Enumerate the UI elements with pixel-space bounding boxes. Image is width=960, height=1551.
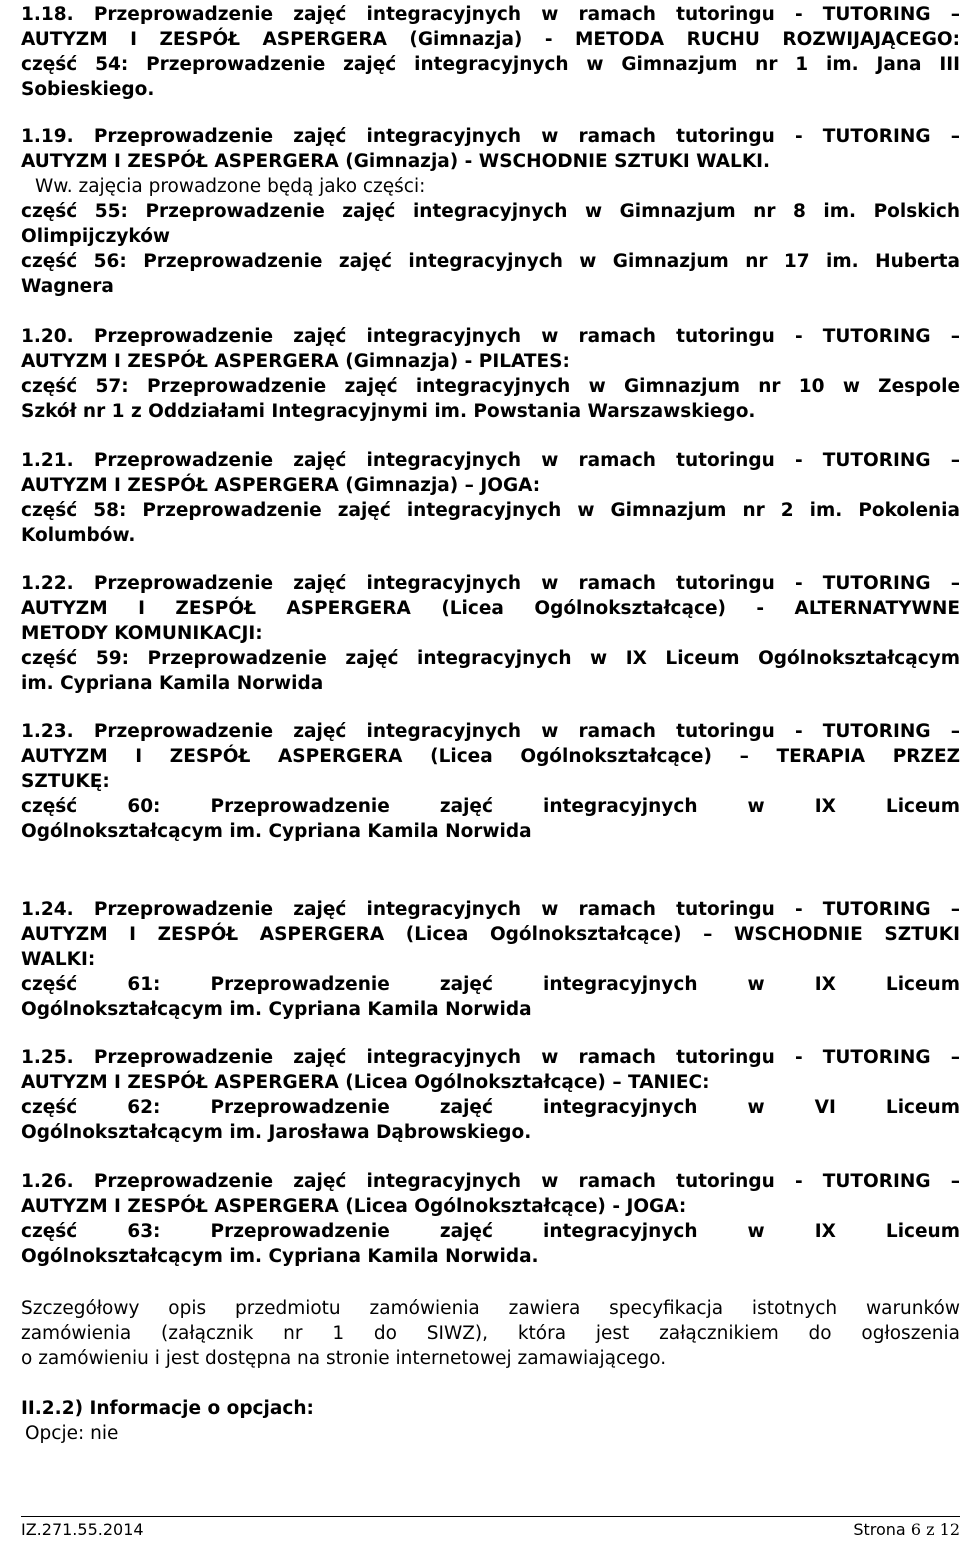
section-1-23 [21, 719, 960, 844]
text-line: część 59: Przeprowadzenie zajęć integracyjnych w IX Liceum Ogólnokształcącym [21, 648, 960, 669]
text-line: część 60: Przeprowadzenie zajęć integracyjnych w IX Liceum [21, 796, 960, 817]
page-total: 12 [939, 1520, 960, 1539]
text-line: 1.23. Przeprowadzenie zajęć integracyjnych w ramach tutoringu - TUTORING – [21, 721, 960, 742]
text-line: METODY KOMUNIKACJI: [21, 623, 263, 644]
text-line: Sobieskiego. [21, 79, 155, 100]
text-line: część 63: Przeprowadzenie zajęć integracyjnych w IX Liceum [21, 1221, 960, 1242]
text-line: 1.20. Przeprowadzenie zajęć integracyjnych w ramach tutoringu - TUTORING – [21, 326, 960, 347]
options-section [21, 1396, 960, 1446]
text-line: Ogólnokształcącym im. Cypriana Kamila Norwida. [21, 1246, 539, 1267]
text-line: Ogólnokształcącym im. Cypriana Kamila Norwida [21, 821, 532, 842]
text-line: Kolumbów. [21, 525, 136, 546]
text-line: o zamówieniu i jest dostępna na stronie internetowej zamawiającego. [21, 1348, 667, 1369]
text-line: AUTYZM I ZESPÓŁ ASPERGERA (Gimnazja) - METODA RUCHU ROZWIJAJĄCEGO: [21, 29, 960, 50]
section-1-19 [21, 124, 960, 299]
section-1-22 [21, 571, 960, 696]
text-line: AUTYZM I ZESPÓŁ ASPERGERA (Licea Ogólnokształcące) - JOGA: [21, 1196, 687, 1217]
footer-divider [21, 1516, 960, 1517]
text-line: część 57: Przeprowadzenie zajęć integracyjnych w Gimnazjum nr 10 w Zespole [21, 376, 960, 397]
text-line: im. Cypriana Kamila Norwida [21, 673, 324, 694]
text-line: Olimpijczyków [21, 226, 171, 247]
text-line: część 54: Przeprowadzenie zajęć integracyjnych w Gimnazjum nr 1 im. Jana III [21, 54, 960, 75]
options-heading: II.2.2) Informacje o opcjach: [21, 1398, 314, 1419]
text-line: część 56: Przeprowadzenie zajęć integracyjnych w Gimnazjum nr 17 im. Huberta [21, 251, 960, 272]
text-line: Ogólnokształcącym im. Jarosława Dąbrowskiego. [21, 1122, 532, 1143]
summary-paragraph [21, 1296, 960, 1371]
footer-page-number [853, 1520, 960, 1539]
text-line: AUTYZM I ZESPÓŁ ASPERGERA (Licea Ogólnokształcące) - ALTERNATYWNE [21, 598, 960, 619]
page-current: 6 [910, 1520, 922, 1539]
text-line: 1.21. Przeprowadzenie zajęć integracyjnych w ramach tutoringu - TUTORING – [21, 450, 960, 471]
text-line: 1.26. Przeprowadzenie zajęć integracyjnych w ramach tutoringu - TUTORING – [21, 1171, 960, 1192]
section-1-20 [21, 324, 960, 424]
text-line: AUTYZM I ZESPÓŁ ASPERGERA (Licea Ogólnokształcące) – WSCHODNIE SZTUKI [21, 924, 960, 945]
text-line: zamówienia (załącznik nr 1 do SIWZ), która jest załącznikiem do ogłoszenia [21, 1323, 960, 1344]
section-1-18 [21, 2, 960, 102]
text-line: Wagnera [21, 276, 114, 297]
text-line: Ogólnokształcącym im. Cypriana Kamila Norwida [21, 999, 532, 1020]
text-line: 1.22. Przeprowadzenie zajęć integracyjnych w ramach tutoringu - TUTORING – [21, 573, 960, 594]
text-line: AUTYZM I ZESPÓŁ ASPERGERA (Gimnazja) – JOGA: [21, 475, 541, 496]
text-line: 1.18. Przeprowadzenie zajęć integracyjnych w ramach tutoringu - TUTORING – [21, 4, 960, 25]
text-line: Szkół nr 1 z Oddziałami Integracyjnymi im. Powstania Warszawskiego. [21, 401, 756, 422]
text-line: 1.25. Przeprowadzenie zajęć integracyjnych w ramach tutoringu - TUTORING – [21, 1047, 960, 1068]
text-line: Szczegółowy opis przedmiotu zamówienia zawiera specyfikacja istotnych warunków [21, 1298, 960, 1319]
text-line: część 58: Przeprowadzenie zajęć integracyjnych w Gimnazjum nr 2 im. Pokolenia [21, 500, 960, 521]
section-1-25 [21, 1045, 960, 1145]
text-line: AUTYZM I ZESPÓŁ ASPERGERA (Licea Ogólnokształcące) – TERAPIA PRZEZ [21, 746, 960, 767]
section-1-21 [21, 448, 960, 548]
options-value: Opcje: nie [25, 1423, 119, 1444]
page-of: z [926, 1520, 935, 1539]
text-line: 1.19. Przeprowadzenie zajęć integracyjnych w ramach tutoringu - TUTORING – [21, 126, 960, 147]
footer-reference: IZ.271.55.2014 [21, 1520, 144, 1539]
text-line: AUTYZM I ZESPÓŁ ASPERGERA (Gimnazja) - WSCHODNIE SZTUKI WALKI. [21, 151, 771, 172]
section-1-24 [21, 897, 960, 1022]
text-line: WALKI: [21, 949, 96, 970]
text-line: część 61: Przeprowadzenie zajęć integracyjnych w IX Liceum [21, 974, 960, 995]
text-line: 1.24. Przeprowadzenie zajęć integracyjnych w ramach tutoringu - TUTORING – [21, 899, 960, 920]
text-line: SZTUKĘ: [21, 771, 110, 792]
text-line: AUTYZM I ZESPÓŁ ASPERGERA (Gimnazja) - PILATES: [21, 351, 570, 372]
text-line: część 62: Przeprowadzenie zajęć integracyjnych w VI Liceum [21, 1097, 960, 1118]
section-1-26 [21, 1169, 960, 1269]
note-line: Ww. zajęcia prowadzone będą jako części: [35, 176, 426, 197]
page-word: Strona [853, 1520, 906, 1539]
text-line: część 55: Przeprowadzenie zajęć integracyjnych w Gimnazjum nr 8 im. Polskich [21, 201, 960, 222]
text-line: AUTYZM I ZESPÓŁ ASPERGERA (Licea Ogólnokształcące) – TANIEC: [21, 1072, 710, 1093]
